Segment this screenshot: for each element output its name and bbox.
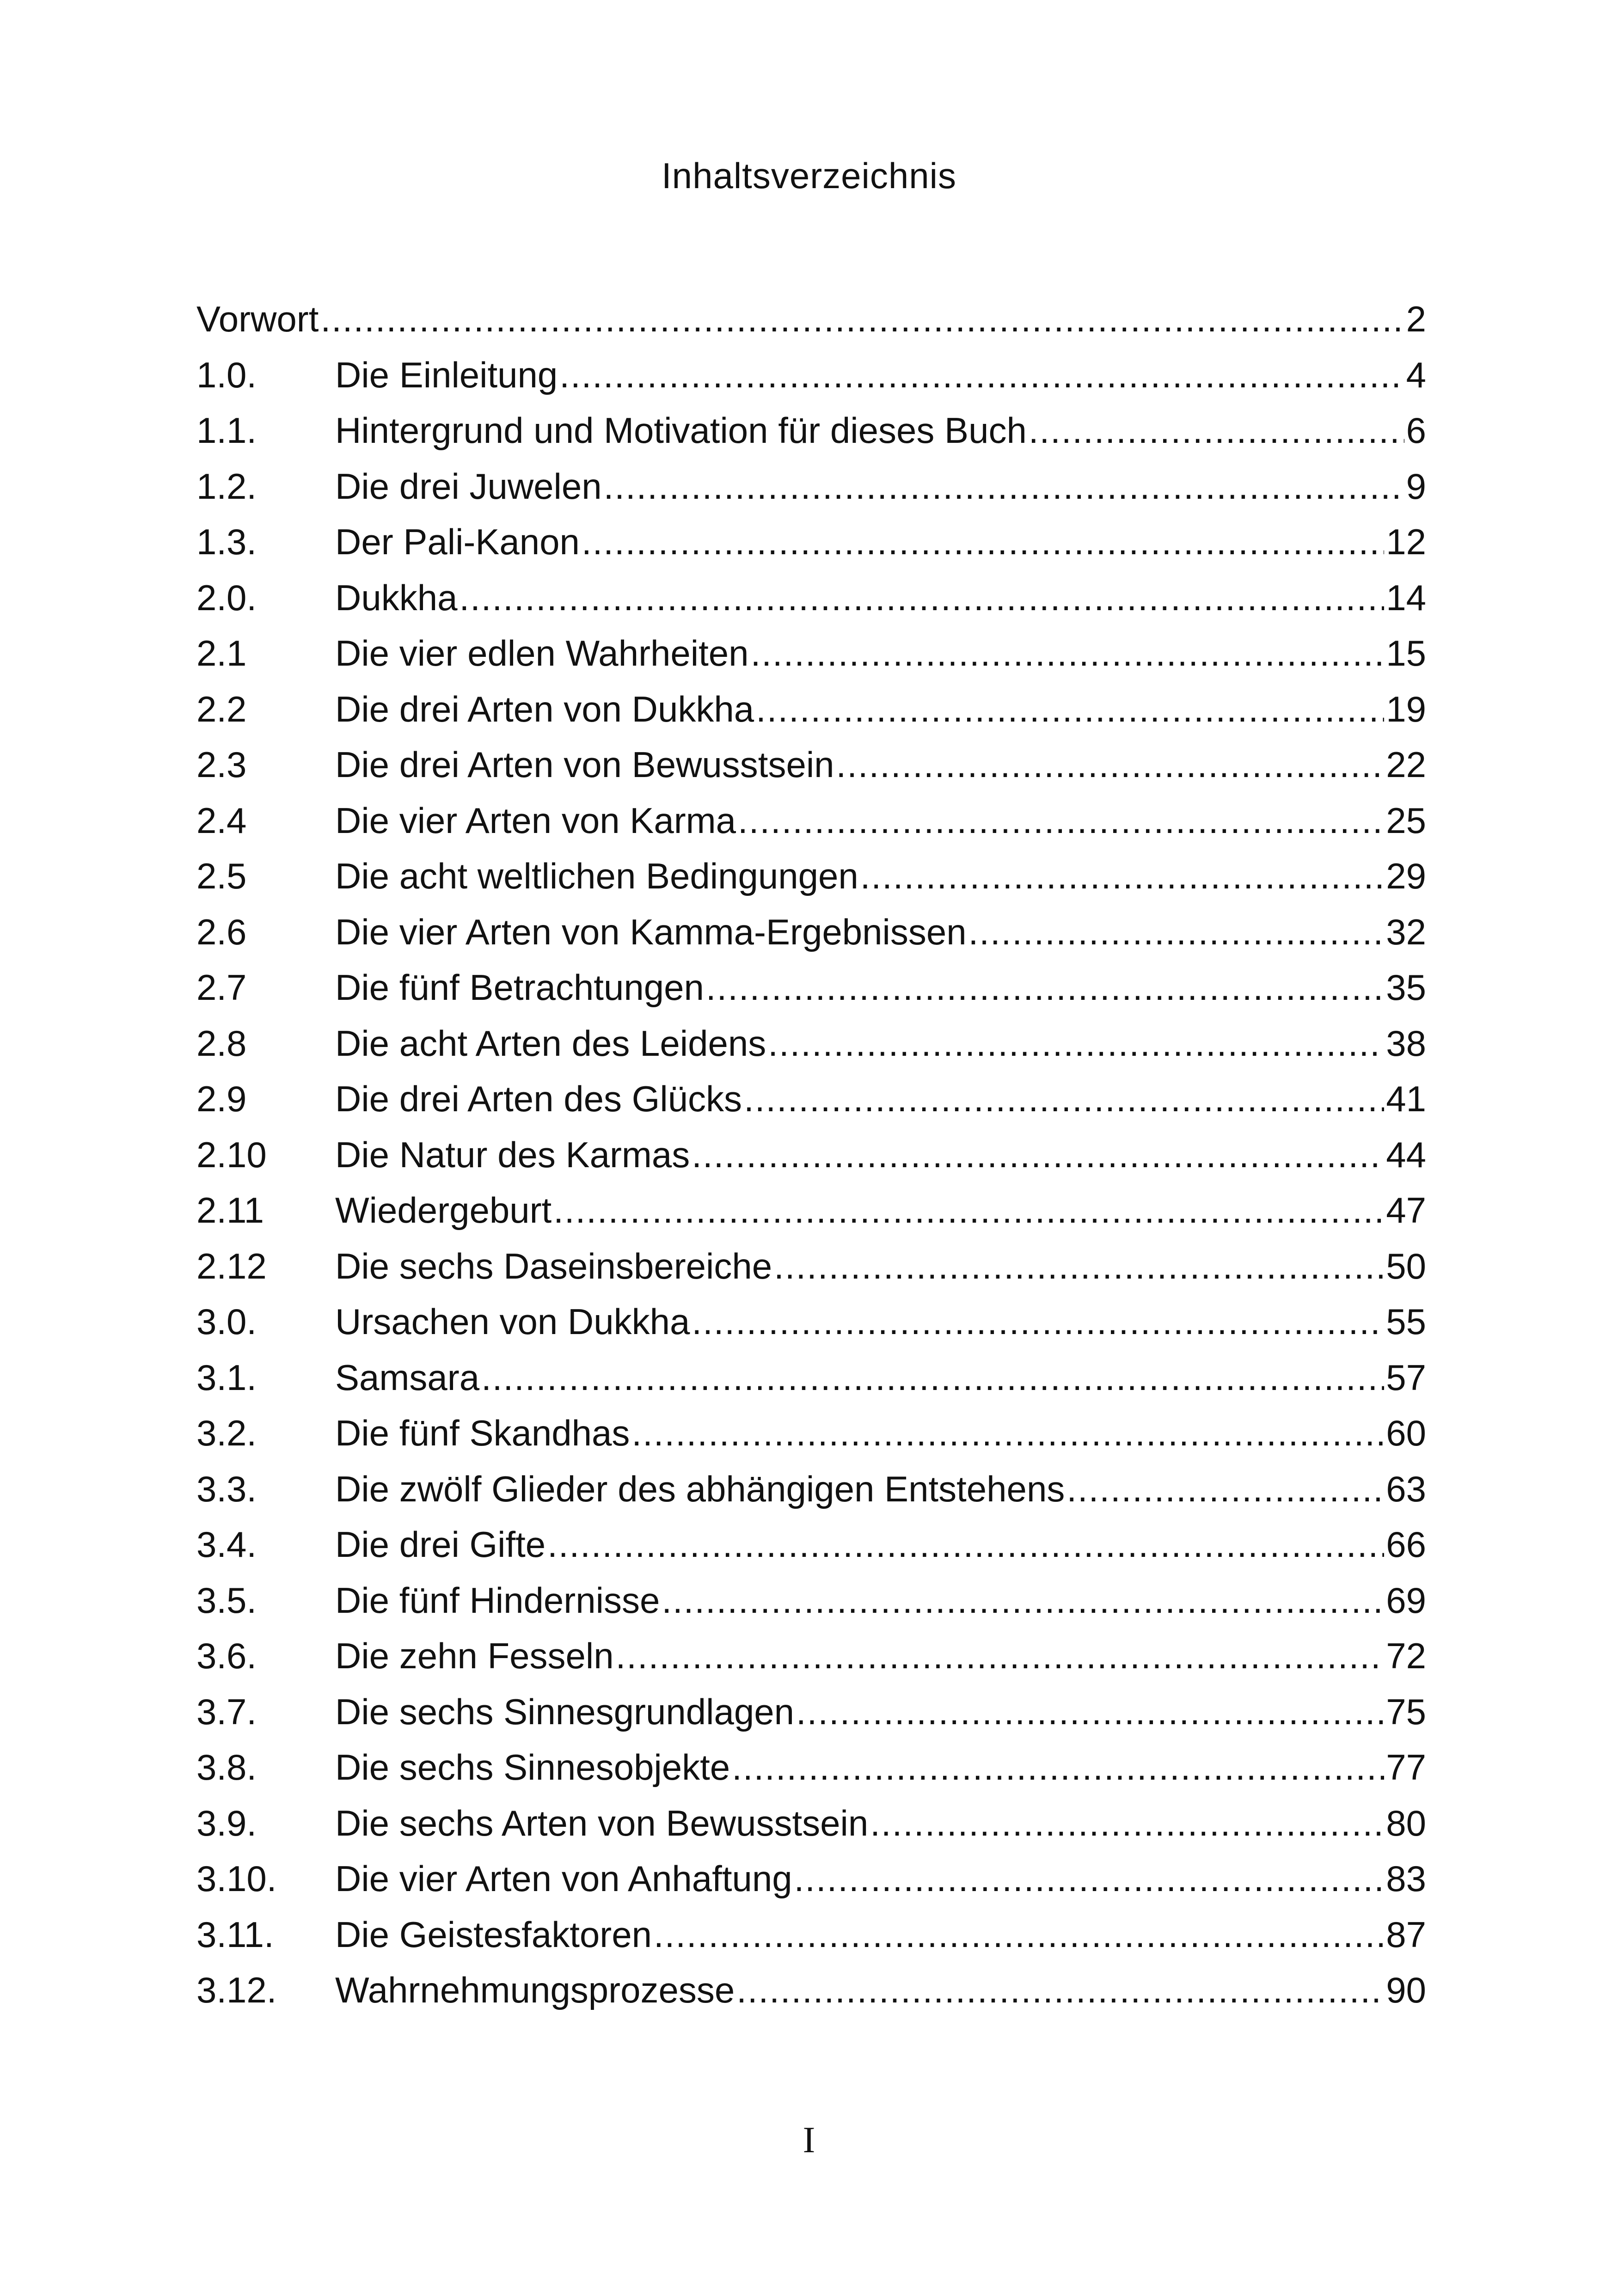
toc-entry-page: 83	[1386, 1858, 1426, 1899]
dot-leader	[768, 1016, 1384, 1071]
dot-leader	[692, 1127, 1384, 1182]
dot-leader	[1029, 403, 1404, 458]
toc-entry[interactable]	[196, 403, 1426, 459]
toc-entry[interactable]	[196, 848, 1426, 904]
toc-entry-page: 55	[1386, 1301, 1426, 1342]
toc-entry-page: 80	[1386, 1802, 1426, 1843]
dot-leader	[1066, 1461, 1384, 1517]
toc-entry-page: 47	[1386, 1190, 1426, 1231]
toc-entry[interactable]	[196, 1461, 1426, 1517]
toc-entry-page: 15	[1386, 633, 1426, 673]
toc-entry-title: Der Pali-Kanon	[335, 521, 580, 562]
dot-leader	[738, 793, 1384, 848]
toc-entry-title: Die sechs Sinnesobjekte	[335, 1747, 730, 1788]
toc-entry-page: 35	[1386, 967, 1426, 1008]
toc-entry-number: 3.6.	[196, 1635, 257, 1676]
toc-entry[interactable]	[196, 960, 1426, 1016]
toc-entry-number: 2.0.	[196, 577, 257, 618]
toc-entry-title: Die drei Arten von Dukkha	[335, 688, 754, 729]
toc-entry-number: 3.5.	[196, 1580, 257, 1621]
toc-entry[interactable]	[196, 1350, 1426, 1406]
dot-leader	[616, 1628, 1385, 1684]
page-title: Inhaltsverzeichnis	[662, 155, 956, 196]
toc-entry-title: Die drei Arten von Bewusstsein	[335, 744, 834, 785]
toc-entry-title: Die drei Gifte	[335, 1524, 546, 1565]
toc-entry[interactable]	[196, 625, 1426, 681]
toc-entry[interactable]	[196, 1962, 1426, 2018]
toc-entry-title: Die drei Arten des Glücks	[335, 1078, 742, 1119]
dot-leader	[836, 737, 1385, 792]
toc-entry-number: 3.4.	[196, 1524, 257, 1565]
toc-entry-number: 3.1.	[196, 1357, 257, 1398]
dot-leader	[553, 1182, 1384, 1238]
toc-entry[interactable]	[196, 1182, 1426, 1238]
toc-entry-number: 3.3.	[196, 1468, 257, 1509]
toc-entry[interactable]	[196, 904, 1426, 960]
toc-entry-page: 69	[1386, 1580, 1426, 1621]
toc-entry-title: Die drei Juwelen	[335, 465, 602, 507]
dot-leader	[631, 1405, 1384, 1461]
toc-entry-title: Die vier edlen Wahrheiten	[335, 633, 749, 673]
toc-entry-page: 87	[1386, 1914, 1426, 1955]
dot-leader	[706, 960, 1384, 1015]
toc-entry-title: Die vier Arten von Karma	[335, 800, 736, 841]
toc-entry[interactable]	[196, 1127, 1426, 1183]
toc-entry[interactable]	[196, 1739, 1426, 1795]
toc-entry-title: Wahrnehmungsprozesse	[335, 1970, 735, 2010]
toc-entry-number: 2.6	[196, 911, 247, 952]
toc-entry-title: Die zwölf Glieder des abhängigen Entstehens	[335, 1468, 1065, 1509]
toc-entry-page: 22	[1386, 744, 1426, 785]
toc-entry-page: 6	[1406, 410, 1426, 451]
dot-leader	[744, 1071, 1384, 1127]
toc-entry-number: 2.10	[196, 1134, 267, 1175]
toc-entry-page: 32	[1386, 911, 1426, 952]
dot-leader	[751, 625, 1385, 681]
toc-entry-page: 75	[1386, 1691, 1426, 1732]
dot-leader	[794, 1851, 1385, 1906]
toc-entry-number: 1.3.	[196, 521, 257, 562]
toc-entry-page: 57	[1386, 1357, 1426, 1398]
toc-entry-page: 25	[1386, 800, 1426, 841]
toc-entry-number: 1.0.	[196, 354, 257, 395]
toc-entry-page: 50	[1386, 1245, 1426, 1286]
dot-leader	[654, 1907, 1384, 1962]
toc-entry-page: 66	[1386, 1524, 1426, 1565]
toc-entry-number: 3.2.	[196, 1413, 257, 1453]
dot-leader	[736, 1962, 1384, 2018]
toc-entry-title: Die sechs Daseinsbereiche	[335, 1245, 772, 1286]
toc-entry[interactable]	[196, 1294, 1426, 1350]
dot-leader	[481, 1350, 1384, 1405]
dot-leader	[459, 570, 1384, 625]
toc-entry[interactable]	[196, 1795, 1426, 1851]
toc-entry-page: 77	[1386, 1747, 1426, 1788]
dot-leader	[774, 1238, 1384, 1294]
toc-entry-number: 2.9	[196, 1078, 247, 1119]
toc-entry-number: 2.1	[196, 633, 247, 673]
toc-entry[interactable]	[196, 291, 1426, 347]
dot-leader	[968, 904, 1385, 960]
toc-entry-number: 2.4	[196, 800, 247, 841]
toc-entry-number: 2.11	[196, 1190, 264, 1231]
dot-leader	[732, 1739, 1384, 1795]
toc-entry[interactable]	[196, 347, 1426, 403]
toc-entry-page: 2	[1406, 299, 1426, 339]
toc-entry-title: Samsara	[335, 1357, 480, 1398]
toc-entry-page: 19	[1386, 688, 1426, 729]
toc-entry-title: Die fünf Betrachtungen	[335, 967, 704, 1008]
toc-entry[interactable]	[196, 737, 1426, 793]
toc-entry-title: Die acht weltlichen Bedingungen	[335, 856, 858, 896]
toc-entry-number: 2.7	[196, 967, 247, 1008]
toc-entry-title: Die Geistesfaktoren	[335, 1914, 652, 1955]
toc-entry-title: Die Natur des Karmas	[335, 1134, 690, 1175]
toc-entry[interactable]	[196, 681, 1426, 737]
toc-entry-page: 14	[1386, 577, 1426, 618]
dot-leader	[796, 1684, 1384, 1739]
toc-entry-title: Wiedergeburt	[335, 1190, 552, 1231]
dot-leader	[692, 1294, 1384, 1349]
toc-entry[interactable]	[196, 1071, 1426, 1127]
toc-entry-title: Ursachen von Dukkha	[335, 1301, 690, 1342]
toc-entry-number: 3.12.	[196, 1970, 277, 2010]
toc-entry-title: Die sechs Arten von Bewusstsein	[335, 1802, 869, 1843]
toc-entry[interactable]	[196, 793, 1426, 849]
toc-entry-number: 3.10.	[196, 1858, 277, 1899]
toc-entry-number: 2.12	[196, 1245, 267, 1286]
toc-entry-number: 1.2.	[196, 465, 257, 507]
toc-entry-title: Die sechs Sinnesgrundlagen	[335, 1691, 794, 1732]
toc-entry-title: Die Einleitung	[335, 354, 558, 395]
toc-entry[interactable]	[196, 1573, 1426, 1629]
toc-entry[interactable]	[196, 459, 1426, 514]
toc-entry-title: Dukkha	[335, 577, 458, 618]
page-number: I	[803, 2120, 815, 2161]
toc-entry-title: Die fünf Skandhas	[335, 1413, 630, 1453]
toc-entry-title: Die vier Arten von Anhaftung	[335, 1858, 792, 1899]
table-of-contents	[196, 291, 1426, 2018]
toc-entry-number: 2.3	[196, 744, 247, 785]
toc-entry-page: 38	[1386, 1022, 1426, 1064]
toc-entry-number: 3.11.	[196, 1914, 274, 1955]
toc-entry-page: 9	[1406, 465, 1426, 507]
toc-entry-page: 29	[1386, 856, 1426, 896]
toc-entry-number: 2.8	[196, 1022, 247, 1064]
toc-entry-page: 44	[1386, 1134, 1426, 1175]
dot-leader	[662, 1573, 1384, 1628]
toc-entry-number: 1.1.	[196, 410, 257, 451]
dot-leader	[320, 291, 1404, 347]
toc-entry[interactable]	[196, 1628, 1426, 1684]
toc-entry-title: Vorwort	[196, 299, 319, 339]
toc-entry-title: Hintergrund und Motivation für dieses Buch	[335, 410, 1027, 451]
toc-entry-page: 72	[1386, 1635, 1426, 1676]
toc-entry-title: Die fünf Hindernisse	[335, 1580, 660, 1621]
dot-leader	[559, 347, 1404, 403]
toc-entry-number: 2.5	[196, 856, 247, 896]
dot-leader	[582, 514, 1384, 569]
toc-entry-title: Die vier Arten von Kamma-Ergebnissen	[335, 911, 967, 952]
toc-entry[interactable]	[196, 1016, 1426, 1071]
toc-entry[interactable]	[196, 1517, 1426, 1573]
dot-leader	[860, 848, 1384, 904]
dot-leader	[870, 1795, 1384, 1851]
toc-entry-page: 90	[1386, 1970, 1426, 2010]
toc-entry-page: 63	[1386, 1468, 1426, 1509]
toc-entry-title: Die acht Arten des Leidens	[335, 1022, 766, 1064]
toc-entry-page: 41	[1386, 1078, 1426, 1119]
toc-entry-number: 3.0.	[196, 1301, 257, 1342]
toc-entry[interactable]	[196, 1851, 1426, 1907]
toc-entry-number: 3.7.	[196, 1691, 257, 1732]
toc-entry-page: 4	[1406, 354, 1426, 395]
toc-entry[interactable]	[196, 514, 1426, 570]
toc-entry[interactable]	[196, 1907, 1426, 1963]
toc-entry-page: 12	[1386, 521, 1426, 562]
toc-entry[interactable]	[196, 1405, 1426, 1461]
toc-entry-number: 3.9.	[196, 1802, 257, 1843]
toc-entry-page: 60	[1386, 1413, 1426, 1453]
toc-entry[interactable]	[196, 1238, 1426, 1294]
toc-entry-number: 3.8.	[196, 1747, 257, 1788]
dot-leader	[604, 459, 1404, 514]
toc-entry[interactable]	[196, 1684, 1426, 1740]
dot-leader	[547, 1517, 1384, 1572]
toc-entry[interactable]	[196, 570, 1426, 626]
toc-entry-title: Die zehn Fesseln	[335, 1635, 614, 1676]
toc-entry-number: 2.2	[196, 688, 247, 729]
dot-leader	[756, 681, 1384, 737]
